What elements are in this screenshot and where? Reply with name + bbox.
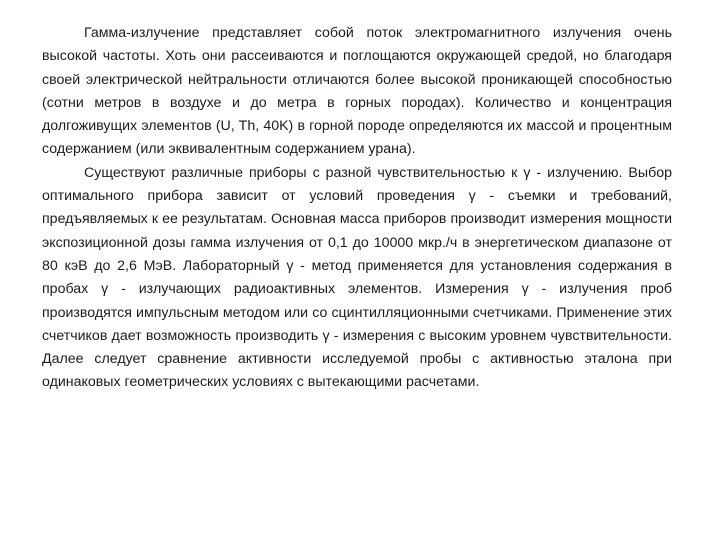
paragraph-instruments: Существуют различные приборы с разной чувствительностью к γ - излучению. Выбор оптимального прибора зависит от условий проведения γ - съемки и требований, предъявляемых к ее результатам. Основная масса приборов производит измерения мощности экспозиционной дозы гамма излучения от 0,1 до 10000 мкр./ч в энергетическом диапазоне от 80 кэВ до 2,6 МэВ. Лабораторный γ - метод применяется для установления содержания в пробах γ - излучающих радиоактивных элементов. Измерения γ - излучения проб производятся импульсным методом или со сцинтилляционными счетчиками. Применение этих счетчиков дает возможность производить γ - измерения с высоким уровнем чувствительности. Далее следует сравнение активности исследуемой пробы с активностью эталона при одинаковых геометрических условиях с вытекающими расчетами. — [42, 164, 672, 391]
body-text — [42, 22, 672, 395]
paragraph-gamma-radiation: Гамма-излучение представляет собой поток электромагнитного излучения очень высокой частоты. Хоть они рассеиваются и поглощаются окружающей средой, но благодаря своей электрической нейтральности отличаются более высокой проникающей способностью (сотни метров в воздухе и до метра в горных породах). Количество и концентрация долгоживущих элементов (U, Th, 40K) в горной породе определяются их массой и процентным содержанием (или эквивалентным содержанием урана). — [42, 25, 672, 158]
